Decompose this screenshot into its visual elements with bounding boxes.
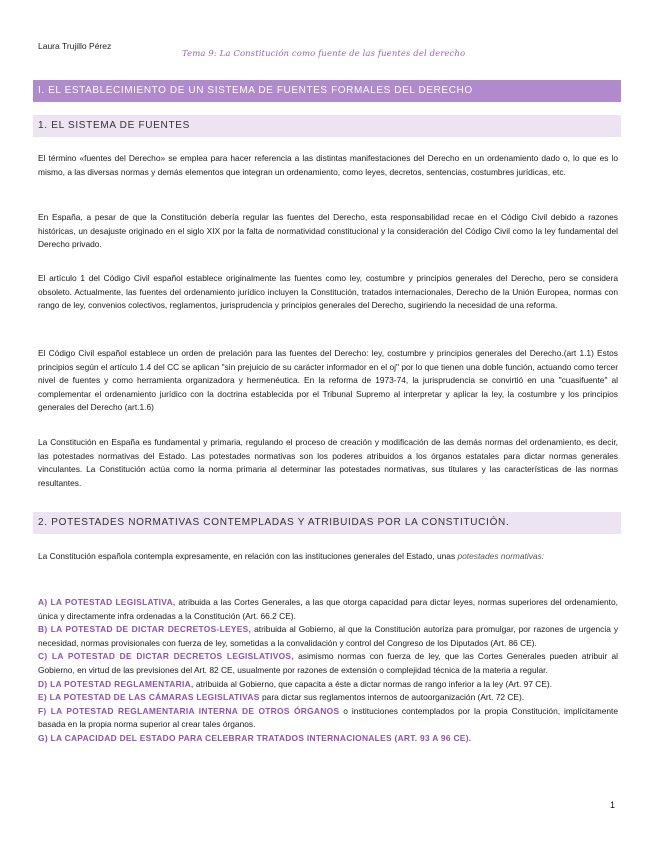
item-key-c: C) LA POTESTAD DE DICTAR DECRETOS LEGISLATIVOS,	[38, 651, 294, 662]
subsection-heading-2: 2. POTESTADES NORMATIVAS CONTEMPLADAS Y ATRIBUIDAS POR LA CONSTITUCIÓN.	[33, 512, 621, 534]
author-name: Laura Trujillo Pérez	[38, 41, 112, 51]
item-text-f: o instituciones contemplados por la propia Constitución, implícitamente basada en la propia norma superior al crear tales órganos.	[38, 705, 618, 730]
intro-text: La Constitución española contempla expresamente, en relación con las instituciones generales del Estado, unas	[38, 551, 456, 561]
item-key-e: E) LA POTESTAD DE LAS CÁMARAS LEGISLATIVAS	[38, 692, 260, 703]
item-text-a: atribuida a las Cortes Generales, a las que otorga capacidad para dictar leyes, normas superiores del ordenamiento, única y directamente infra ordenadas a la Constitución (Art. 66.2 CE).	[38, 597, 618, 621]
item-key-f: F) LA POTESTAD REGLAMENTARIA INTERNA DE OTROS ÓRGANOS	[38, 705, 340, 716]
item-key-a: A) LA POTESTAD LEGISLATIVA,	[38, 597, 176, 607]
list-item	[38, 705, 618, 732]
item-text-b: atribuida al Gobierno, al que la Constitución autoriza para promulgar, por razones de urgencia y necesidad, normas provisionales con fuerza de ley, sometidas a la convalidación y control del Congreso de los Diputados (Art. 86 CE).	[38, 624, 619, 648]
list-item	[38, 732, 618, 746]
list-item	[38, 650, 618, 677]
intro-emphasis: potestades normativas:	[457, 551, 545, 561]
item-text-c: asimismo normas con fuerza de ley, que las Cortes Generales pueden atribuir al Gobierno, en virtud de las previsiones del Art. 82 CE, usualmente por razones de extensión o complejidad técnica de la materia a regular.	[38, 651, 618, 675]
subsection-heading-1: 1. EL SISTEMA DE FUENTES	[33, 115, 621, 137]
item-key-b: B) LA POTESTAD DE DICTAR DECRETOS-LEYES,	[38, 624, 252, 635]
item-key-d: D) LA POTESTAD REGLAMENTARIA,	[38, 678, 194, 689]
paragraph-fuentes-definicion: El término «fuentes del Derecho» se emplea para hacer referencia a las distintas manifestaciones del Derecho en un ordenamiento dado o, lo que es lo mismo, a las diversas normas y demás elementos que integran un ordenamiento, como leyes, decretos, sentencias, costumbres jurídicas, etc.	[38, 153, 618, 177]
document-title: Tema 9: La Constitución como fuente de las fuentes del derecho	[182, 49, 466, 59]
paragraph-orden-prelacion: El Código Civil español establece un orden de prelación para las fuentes del Derecho: ley, costumbre y principios generales del Derecho.(art 1.1) Estos principios según el artículo 1.4 del CC se aplican "sin prejuicio de su carácter informador en el oj" por lo que tienen una doble función, actuando como tercer nivel de fuentes y como herramienta organizadora y hermenéutica. En la reforma de 1973-74, la jurisprudencia se convirtió en una "cuasifuente" al complementar el ordenamiento jurídico con la doctrina establecida por el Tribunal Supremo al interpretar y aplicar la ley, la costumbre y los principios generales del Derecho (art.1.6)	[38, 348, 618, 413]
list-item	[38, 623, 618, 650]
paragraph-articulo-1: El artículo 1 del Código Civil español establece originalmente las fuentes como ley, costumbre y principios generales del Derecho, pero se considera obsoleto. Actualmente, las fuentes del ordenamiento jurídico incluyen la Constitución, tratados internacionales, Derecho de la Unión Europea, normas con rango de ley, convenios colectivos, reglamentos, jurisprudencia y principios generales del Derecho, sugiriendo la necesidad de una reforma.	[38, 273, 618, 311]
section-heading: I. EL ESTABLECIMIENTO DE UN SISTEMA DE FUENTES FORMALES DEL DERECHO	[33, 80, 621, 102]
potestades-list	[38, 596, 618, 746]
paragraph-potestades-intro	[38, 550, 618, 564]
paragraph-constitucion-primaria: La Constitución en España es fundamental y primaria, regulando el proceso de creación y modificación de las demás normas del ordenamiento, es decir, las potestades normativas del Estado. Las potestades normativas son los poderes atribuidos a los órganos estatales para dictar normas generales vinculantes. La Constitución actúa como la norma primaria al determinar las potestades normativas, sus titulares y las características de las normas resultantes.	[38, 437, 618, 488]
list-item	[38, 596, 618, 623]
list-item	[38, 691, 618, 705]
item-text-d: atribuida al Gobierno, que capacita a éste a dictar normas de rango inferior a la ley (Art. 97 CE).	[193, 678, 553, 689]
list-item	[38, 678, 618, 692]
item-text-e: para dictar sus reglamentos internos de autoorganización (Art. 72 CE).	[259, 692, 525, 703]
item-key-g: G) LA CAPACIDAD DEL ESTADO PARA CELEBRAR TRATADOS INTERNACIONALES (ART. 93 A 96 CE).	[38, 732, 472, 743]
paragraph-espana-codigo-civil: En España, a pesar de que la Constitución debería regular las fuentes del Derecho, esta responsabilidad recae en el Código Civil debido a razones históricas, un desajuste originado en el siglo XIX por la falta de normatividad constitucional y la consideración del Código Civil como la ley fundamental del Derecho privado.	[38, 212, 618, 250]
page-number: 1	[610, 800, 616, 810]
